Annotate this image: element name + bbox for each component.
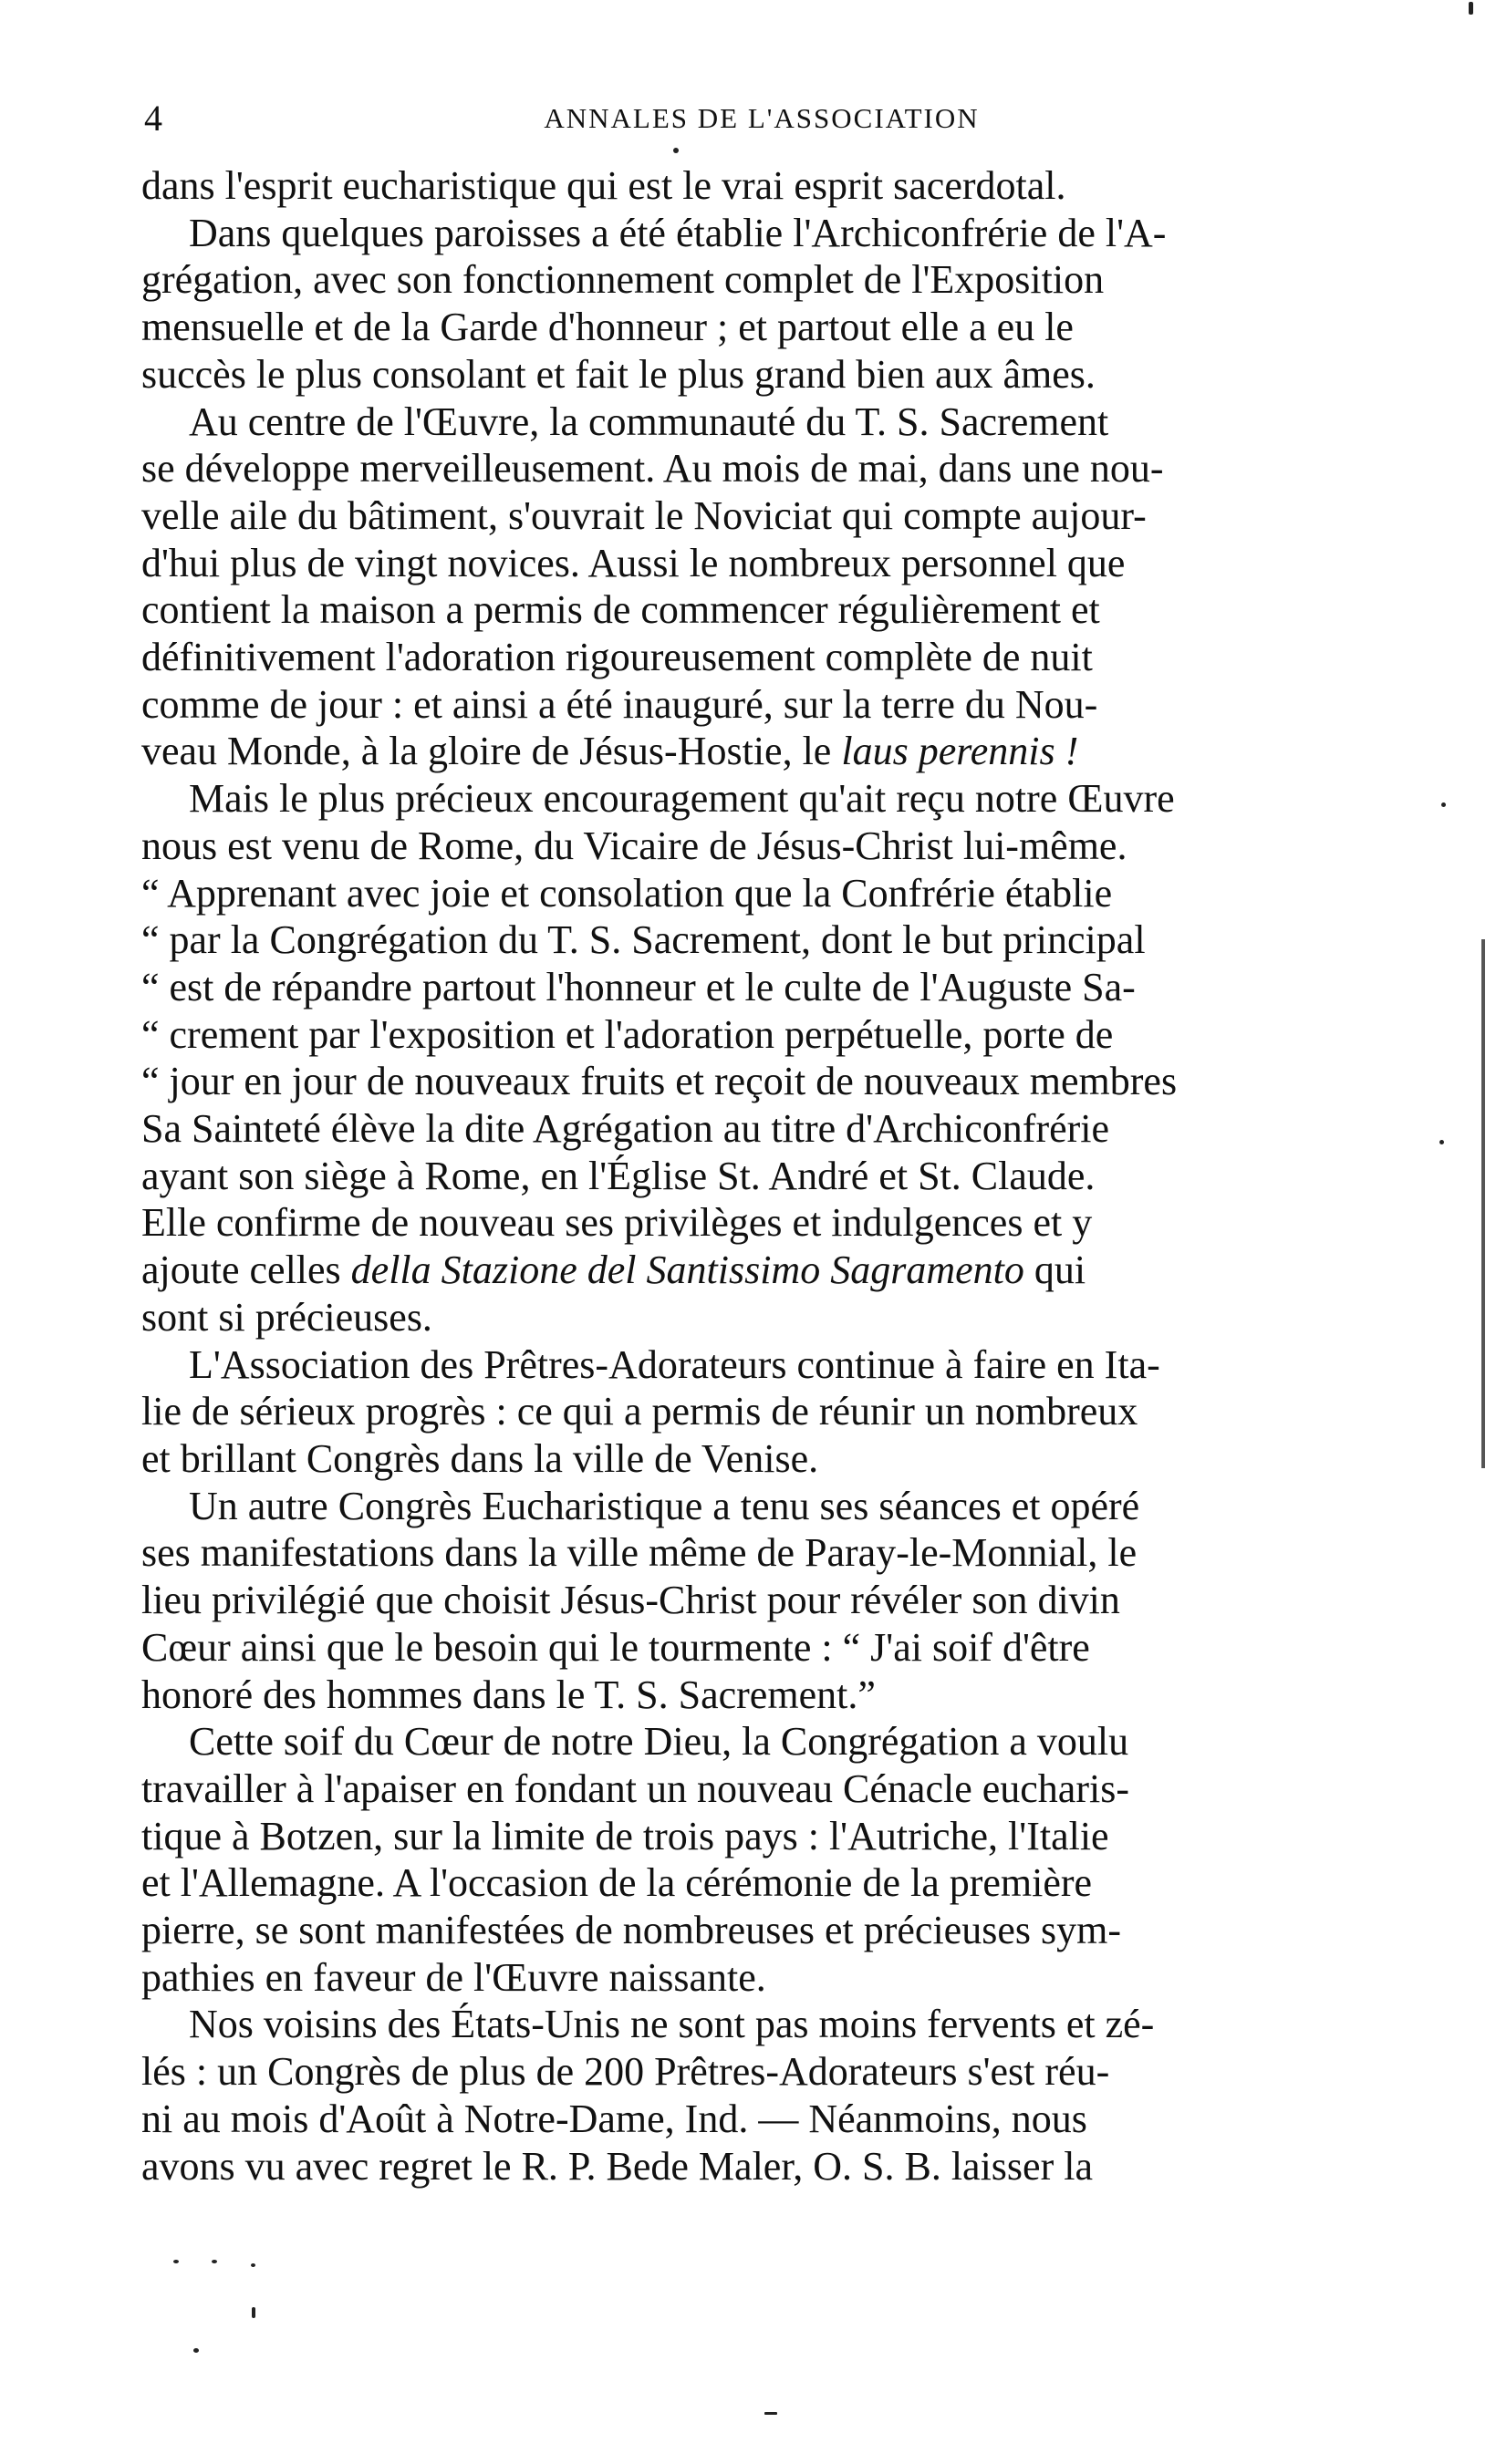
running-title: ANNALES DE L'ASSOCIATION — [544, 102, 980, 134]
text-line: Un autre Congrès Eucharistique a tenu ses séances et opéré — [189, 1483, 1140, 1528]
paragraph — [141, 162, 1380, 210]
page-number: 4 — [144, 98, 162, 139]
text-line: lieu privilégié que choisit Jésus-Christ pour révéler son divin — [141, 1578, 1120, 1623]
paragraph — [141, 1718, 1380, 2001]
quote-line: “ Apprenant avec joie et consolation que la Confrérie établie — [141, 870, 1113, 916]
text-line: mensuelle et de la Garde d'honneur ; et partout elle a eu le — [141, 305, 1074, 350]
scan-speck — [764, 2412, 777, 2415]
text-fragment: qui — [1023, 1248, 1086, 1293]
text-line: Nos voisins des États-Unis ne sont pas moins fervents et zé- — [189, 2002, 1155, 2047]
paragraph — [141, 775, 1380, 1341]
text-line: velle aile du bâtiment, s'ouvrait le Noviciat qui compte aujour- — [141, 492, 1147, 538]
text-line — [141, 1247, 1380, 1294]
text-fragment: ajoute celles — [141, 1248, 351, 1293]
text-line: honoré des hommes dans le T. S. Sacrement.” — [141, 1672, 876, 1717]
text-line: dans l'esprit eucharistique qui est le vrai esprit sacerdotal. — [141, 163, 1066, 208]
text-line: ses manifestations dans la ville même de Paray-le-Monnial, le — [141, 1530, 1138, 1576]
quote-line: “ crement par l'exposition et l'adoration perpétuelle, porte de — [141, 1011, 1114, 1057]
scan-speck — [1441, 802, 1446, 807]
paragraph — [141, 399, 1380, 776]
text-line: nous est venu de Rome, du Vicaire de Jésus-Christ lui-même. — [141, 823, 1127, 868]
scan-speck — [212, 2260, 217, 2263]
text-line: Mais le plus précieux encouragement qu'ait reçu notre Œuvre — [189, 776, 1175, 822]
scan-speck — [1469, 2, 1473, 15]
paragraph — [141, 210, 1380, 399]
quote-line: “ par la Congrégation du T. S. Sacrement, dont le but principal — [141, 917, 1146, 963]
scan-speck — [193, 2348, 199, 2353]
italic-phrase: della Stazione del Santissimo Sagramento — [350, 1248, 1024, 1293]
text-line: avons vu avec regret le R. P. Bede Maler, O. S. B. laisser la — [141, 2143, 1093, 2189]
paragraph — [141, 1341, 1380, 1483]
text-line: se développe merveilleusement. Au mois de mai, dans une nou- — [141, 446, 1164, 492]
text-line: sont si précieuses. — [141, 1294, 432, 1340]
text-line: Cœur ainsi que le besoin qui le tourmente : “ J'ai soif d'être — [141, 1624, 1090, 1670]
text-line: lie de sérieux progrès : ce qui a permis de réunir un nombreux — [141, 1389, 1138, 1434]
text-line — [141, 728, 1380, 775]
scan-speck — [251, 2263, 255, 2267]
margin-rule — [1481, 939, 1485, 1468]
italic-phrase: laus perennis ! — [841, 729, 1079, 774]
text-line: succès le plus consolant et fait le plus grand bien aux âmes. — [141, 351, 1096, 397]
scan-speck — [1439, 1140, 1444, 1144]
text-line: travailler à l'apaiser en fondant un nouveau Cénacle eucharis- — [141, 1765, 1129, 1811]
paragraph — [141, 2001, 1380, 2190]
text-line: Au centre de l'Œuvre, la communauté du T. S. Sacrement — [189, 399, 1109, 444]
scan-speck — [173, 2260, 179, 2263]
text-line: d'hui plus de vingt novices. Aussi le nombreux personnel que — [141, 540, 1126, 585]
text-line: ni au mois d'Août à Notre-Dame, Ind. — Néanmoins, nous — [141, 2096, 1087, 2141]
text-line: L'Association des Prêtres-Adorateurs continue à faire en Ita- — [189, 1341, 1160, 1387]
text-line: tique à Botzen, sur la limite de trois pays : l'Autriche, l'Italie — [141, 1813, 1109, 1858]
text-line: Elle confirme de nouveau ses privilèges et indulgences et y — [141, 1200, 1093, 1246]
text-line: Cette soif du Cœur de notre Dieu, la Congrégation a voulu — [189, 1719, 1129, 1765]
scan-speck — [673, 148, 679, 153]
scan-speck — [252, 2307, 255, 2318]
paragraph — [141, 1483, 1380, 1719]
quote-line: “ est de répandre partout l'honneur et le culte de l'Auguste Sa- — [141, 964, 1136, 1009]
text-line: et brillant Congrès dans la ville de Venise. — [141, 1435, 819, 1481]
text-line: contient la maison a permis de commencer régulièrement et — [141, 587, 1100, 633]
text-line: ayant son siège à Rome, en l'Église St. André et St. Claude. — [141, 1153, 1096, 1198]
text-line: pierre, se sont manifestées de nombreuses et précieuses sym- — [141, 1908, 1121, 1953]
body-text — [141, 162, 1380, 2190]
text-line: grégation, avec son fonctionnement complet de l'Exposition — [141, 257, 1105, 303]
text-line: Dans quelques paroisses a été établie l'Archiconfrérie de l'A- — [189, 210, 1167, 255]
text-line: définitivement l'adoration rigoureusement complète de nuit — [141, 635, 1093, 680]
text-line: comme de jour : et ainsi a été inauguré, sur la terre du Nou- — [141, 681, 1098, 727]
text-line: lés : un Congrès de plus de 200 Prêtres-Adorateurs s'est réu- — [141, 2049, 1110, 2095]
text-fragment: veau Monde, à la gloire de Jésus-Hostie, le — [141, 729, 842, 774]
quote-line: “ jour en jour de nouveaux fruits et reçoit de nouveaux membres — [141, 1059, 1178, 1104]
page-header — [137, 91, 1387, 146]
text-line: pathies en faveur de l'Œuvre naissante. — [141, 1954, 766, 2000]
text-line: Sa Sainteté élève la dite Agrégation au titre d'Archiconfrérie — [141, 1106, 1110, 1152]
text-line: et l'Allemagne. A l'occasion de la cérémonie de la première — [141, 1860, 1093, 1906]
